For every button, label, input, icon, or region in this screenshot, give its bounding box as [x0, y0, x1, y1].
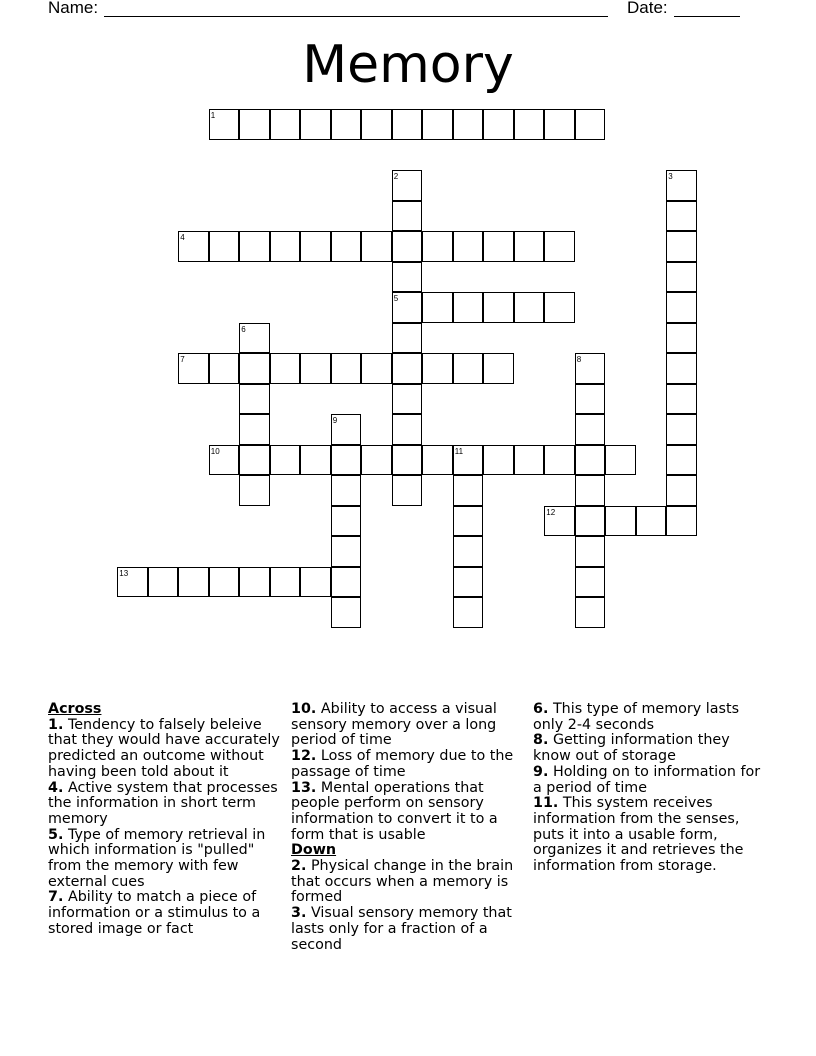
- grid-cell[interactable]: [270, 109, 301, 140]
- clue-across-13: 13. Mental operations that people perform on sensory information to convert it to a form that is usable: [291, 779, 498, 843]
- grid-cell[interactable]: [544, 445, 575, 476]
- grid-cell[interactable]: [575, 536, 606, 567]
- grid-cell[interactable]: [331, 536, 362, 567]
- grid-cell[interactable]: [453, 231, 484, 262]
- grid-cell[interactable]: [666, 170, 697, 201]
- grid-cell[interactable]: [239, 231, 270, 262]
- grid-cell[interactable]: [514, 109, 545, 140]
- grid-cell[interactable]: [514, 445, 545, 476]
- grid-cell[interactable]: [544, 292, 575, 323]
- grid-cell[interactable]: [392, 384, 423, 415]
- grid-cell[interactable]: [453, 292, 484, 323]
- grid-cell[interactable]: [666, 384, 697, 415]
- name-label: Name:: [48, 0, 99, 17]
- across-heading: Across: [48, 701, 102, 717]
- clue-across-1: 1. Tendency to falsely beleive that they would have accurately predicted an outcome without having been told about it: [48, 716, 280, 780]
- grid-cell[interactable]: [666, 506, 697, 537]
- date-label: Date:: [627, 0, 668, 17]
- grid-cell[interactable]: [422, 109, 453, 140]
- grid-cell[interactable]: [605, 506, 636, 537]
- grid-cell[interactable]: [392, 414, 423, 445]
- grid-cell[interactable]: [544, 109, 575, 140]
- clue-across-12: 12. Loss of memory due to the passage of time: [291, 748, 514, 780]
- clue-number-label: 2: [393, 172, 399, 182]
- grid-cell[interactable]: [392, 323, 423, 354]
- clue-number-label: 4: [180, 233, 185, 243]
- grid-cell[interactable]: [666, 323, 697, 354]
- grid-cell[interactable]: [666, 353, 697, 384]
- clue-number-label: 8: [576, 355, 582, 365]
- grid-cell[interactable]: [575, 506, 606, 537]
- grid-cell[interactable]: [575, 109, 606, 140]
- grid-cell[interactable]: [422, 292, 453, 323]
- clue-across-7: 7. Ability to match a piece of information or a stimulus to a stored image or fact: [48, 889, 261, 937]
- grid-cell[interactable]: [361, 231, 392, 262]
- clue-down-2: 2. Physical change in the brain that occurs when a memory is formed: [291, 858, 514, 906]
- grid-cell[interactable]: [392, 170, 423, 201]
- grid-cell[interactable]: [666, 445, 697, 476]
- clue-number-label: 3: [668, 172, 673, 182]
- grid-cell[interactable]: [331, 353, 362, 384]
- grid-cell[interactable]: [483, 231, 514, 262]
- clue-across-4: 4. Active system that processes the information in short term memory: [48, 779, 278, 827]
- grid-cell[interactable]: [331, 597, 362, 628]
- grid-cell[interactable]: [392, 109, 423, 140]
- grid-cell[interactable]: [453, 445, 484, 476]
- grid-cell[interactable]: [605, 445, 636, 476]
- grid-cell[interactable]: [544, 231, 575, 262]
- grid-cell[interactable]: [239, 109, 270, 140]
- grid-cell[interactable]: [422, 353, 453, 384]
- grid-cell[interactable]: [239, 384, 270, 415]
- grid-cell[interactable]: [483, 445, 514, 476]
- grid-cell[interactable]: [331, 445, 362, 476]
- grid-cell[interactable]: [300, 231, 331, 262]
- grid-cell[interactable]: [239, 567, 270, 598]
- grid-cell[interactable]: [209, 231, 240, 262]
- grid-cell[interactable]: [331, 475, 362, 506]
- grid-cell[interactable]: [575, 445, 606, 476]
- grid-cell[interactable]: [331, 109, 362, 140]
- clue-across-5: 5. Type of memory retrieval in which information is "pulled" from the memory with few external cues: [48, 826, 266, 890]
- grid-cell[interactable]: [453, 506, 484, 537]
- clue-number-label: 11: [454, 446, 464, 456]
- clue-number-label: 6: [241, 324, 246, 334]
- grid-cell[interactable]: [361, 445, 392, 476]
- clue-number-label: 12: [546, 507, 556, 517]
- grid-cell[interactable]: [453, 597, 484, 628]
- clue-column-1: [48, 702, 284, 938]
- grid-cell[interactable]: [666, 231, 697, 262]
- grid-cell[interactable]: [239, 323, 270, 354]
- grid-cell[interactable]: [361, 353, 392, 384]
- grid-cell[interactable]: [117, 567, 148, 598]
- grid-cell[interactable]: [575, 567, 606, 598]
- grid-cell[interactable]: [239, 414, 270, 445]
- grid-cell[interactable]: [392, 475, 423, 506]
- grid-cell[interactable]: [270, 353, 301, 384]
- grid-cell[interactable]: [178, 231, 209, 262]
- grid-cell[interactable]: [575, 353, 606, 384]
- grid-cell[interactable]: [422, 445, 453, 476]
- grid-cell[interactable]: [483, 292, 514, 323]
- grid-cell[interactable]: [666, 475, 697, 506]
- grid-cell[interactable]: [483, 353, 514, 384]
- page-title: Memory: [302, 35, 514, 95]
- clue-number-label: 5: [393, 294, 399, 304]
- clue-number-label: 13: [119, 568, 129, 578]
- clue-number-label: 7: [180, 355, 185, 365]
- grid-cell[interactable]: [483, 109, 514, 140]
- grid-cell[interactable]: [392, 353, 423, 384]
- grid-cell[interactable]: [178, 353, 209, 384]
- grid-cell[interactable]: [361, 109, 392, 140]
- grid-cell[interactable]: [392, 231, 423, 262]
- grid-cell[interactable]: [422, 231, 453, 262]
- clue-down-6: 6. This type of memory lasts only 2-4 seconds: [533, 701, 740, 733]
- grid-cell[interactable]: [331, 567, 362, 598]
- grid-cell[interactable]: [514, 292, 545, 323]
- grid-cell[interactable]: [544, 506, 575, 537]
- grid-cell[interactable]: [453, 353, 484, 384]
- grid-cell[interactable]: [331, 231, 362, 262]
- grid-cell[interactable]: [575, 384, 606, 415]
- down-heading: Down: [291, 842, 337, 859]
- grid-cell[interactable]: [209, 445, 240, 476]
- grid-cell[interactable]: [453, 567, 484, 598]
- grid-cell[interactable]: [209, 109, 240, 140]
- clue-down-9: 9. Holding on to information for a period of time: [533, 763, 761, 796]
- grid-cell[interactable]: [666, 292, 697, 323]
- clue-number-label: 1: [210, 111, 216, 121]
- grid-cell[interactable]: [270, 445, 301, 476]
- grid-cell[interactable]: [666, 414, 697, 445]
- grid-cell[interactable]: [239, 475, 270, 506]
- grid-cell[interactable]: [331, 414, 362, 445]
- clue-down-11: 11. This system receives information from the senses, puts it into a usable form, organizes it and retrieves the information from storage.: [533, 795, 744, 875]
- grid-cell[interactable]: [209, 353, 240, 384]
- grid-cell[interactable]: [148, 567, 179, 598]
- clue-column-3: [533, 702, 769, 875]
- grid-cell[interactable]: [575, 597, 606, 628]
- grid-cell[interactable]: [392, 445, 423, 476]
- grid-cell[interactable]: [300, 445, 331, 476]
- grid-cell[interactable]: [392, 262, 423, 293]
- grid-cell[interactable]: [331, 506, 362, 537]
- grid-cell[interactable]: [666, 262, 697, 293]
- grid-cell[interactable]: [270, 231, 301, 262]
- grid-cell[interactable]: [575, 475, 606, 506]
- grid-cell[interactable]: [392, 201, 423, 232]
- grid-cell[interactable]: [270, 567, 301, 598]
- clue-number-label: 10: [210, 446, 220, 456]
- clue-number-label: 9: [332, 416, 338, 426]
- clue-column-2: [291, 702, 527, 953]
- grid-cell[interactable]: [300, 109, 331, 140]
- grid-cell[interactable]: [666, 201, 697, 232]
- grid-cell[interactable]: [300, 567, 331, 598]
- grid-cell[interactable]: [209, 567, 240, 598]
- grid-cell[interactable]: [453, 109, 484, 140]
- grid-cell[interactable]: [178, 567, 209, 598]
- grid-cell[interactable]: [514, 231, 545, 262]
- grid-cell[interactable]: [239, 353, 270, 384]
- grid-cell[interactable]: [453, 536, 484, 567]
- clue-down-8: 8. Getting information they know out of storage: [533, 732, 730, 765]
- grid-cell[interactable]: [300, 353, 331, 384]
- clue-across-10: 10. Ability to access a visual sensory memory over a long period of time: [291, 701, 497, 749]
- grid-cell[interactable]: [453, 475, 484, 506]
- grid-cell[interactable]: [392, 292, 423, 323]
- clue-down-3: 3. Visual sensory memory that lasts only for a fraction of a second: [291, 905, 512, 953]
- grid-cell[interactable]: [575, 414, 606, 445]
- grid-cell[interactable]: [636, 506, 667, 537]
- grid-cell[interactable]: [239, 445, 270, 476]
